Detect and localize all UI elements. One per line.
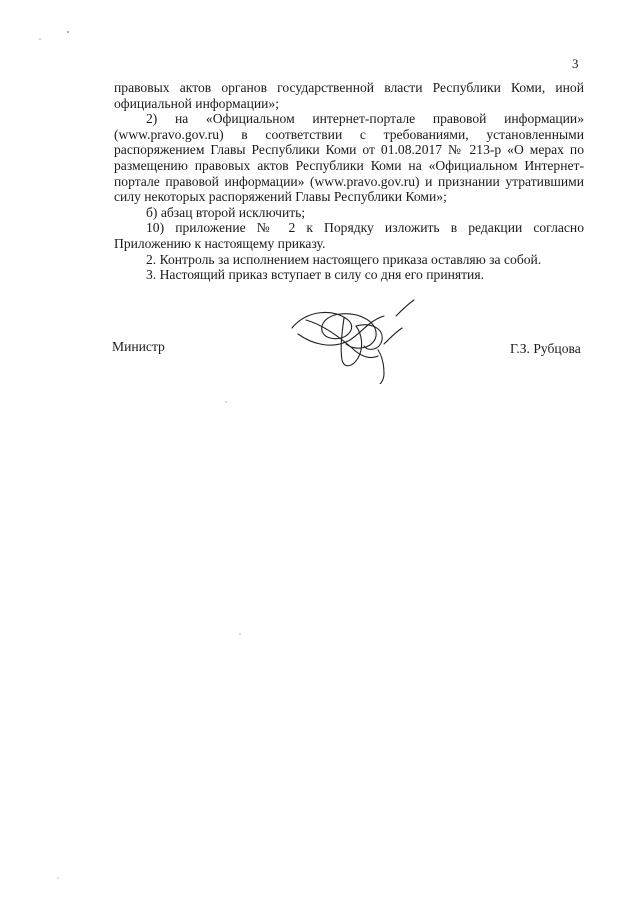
paragraph-continuation: правовых актов органов государственной власти Республики Коми, иной официальной информации»; [114, 80, 584, 111]
handwritten-signature [286, 298, 426, 384]
scan-speck [39, 38, 40, 39]
scan-speck [239, 633, 240, 634]
page-number: 3 [572, 56, 579, 71]
paragraph-item-10: 10) приложение № 2 к Порядку изложить в редакции согласно Приложению к настоящему приказу. [114, 220, 584, 251]
scan-speck [67, 31, 69, 33]
paragraph-item-b: б) абзац второй исключить; [146, 204, 306, 220]
signatory-name: Г.З. Рубцова [510, 341, 581, 356]
body-text [114, 80, 584, 283]
paragraph-item-2: 2) на «Официальном интернет-портале правовой информации» (www.pravo.gov.ru) в соответствии с требованиями, установленными распоряжением Главы Республики Коми от 01.08.2017 № 213-р «О мерах по размещению правовых актов Республики Коми на «Официальном Интернет-портале правовой информации» (www.pravo.gov.ru) и признании утратившими силу некоторых распоряжений Главы Республики Коми»; [114, 111, 584, 205]
scan-speck [225, 401, 226, 402]
paragraph-clause-2: 2. Контроль за исполнением настоящего приказа оставляю за собой. [146, 251, 542, 267]
paragraph-clause-3: 3. Настоящий приказ вступает в силу со дня его принятия. [146, 267, 484, 283]
signatory-title: Министр [112, 339, 165, 354]
scan-speck [57, 877, 58, 878]
